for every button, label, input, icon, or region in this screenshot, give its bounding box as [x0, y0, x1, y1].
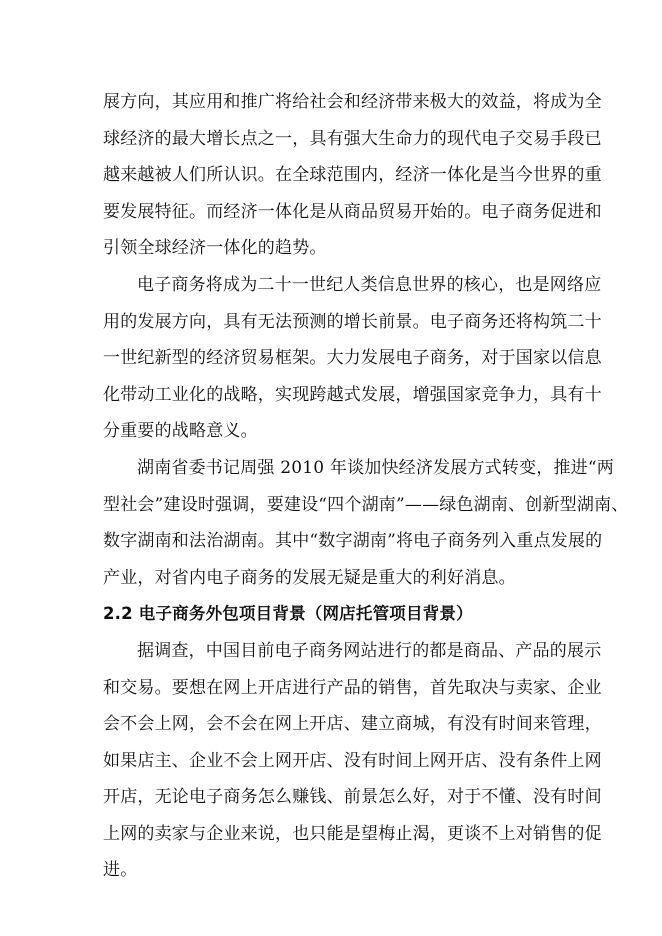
text-line: 展方向，其应用和推广将给社会和经济带来极大的效益，将成为全 [103, 92, 602, 112]
document-body [103, 84, 629, 889]
paragraph-1 [103, 84, 602, 267]
text-line: 越来越被人们所认识。在全球范围内，经济一体化是当今世界的重 [103, 165, 602, 186]
section-heading: 2.2 电子商务外包项目背景（网店托管项目背景） [103, 604, 473, 624]
text-line: 据调查，中国目前电子商务网站进行的都是商品、产品的展示 [137, 640, 602, 661]
text-line: 产业，对省内电子商务的发展无疑是重大的利好消息。 [103, 567, 516, 588]
text-line: 球经济的最大增长点之一，具有强大生命力的现代电子交易手段已 [103, 128, 602, 149]
text-line: 和交易。要想在网上开店进行产品的销售，首先取决与卖家、企业 [103, 677, 602, 698]
text-line: 会不会上网，会不会在网上开店、建立商城，有没有时间来管理， [103, 714, 602, 735]
text-line: 要发展特征。而经济一体化是从商品贸易开始的。电子商务促进和 [103, 201, 602, 222]
text-line: 一世纪新型的经济贸易框架。大力发展电子商务，对于国家以信息 [103, 348, 602, 369]
text-line: 引领全球经济一体化的趋势。 [103, 238, 327, 259]
paragraph-2 [103, 267, 602, 450]
text-line: 如果店主、企业不会上网开店、没有时间上网开店、没有条件上网 [103, 750, 602, 771]
paragraph-3 [103, 450, 629, 596]
text-line: 数字湖南和法治湖南。其中“数字湖南”将电子商务列入重点发展的 [103, 531, 603, 552]
text-line: 湖南省委书记周强 2010 年谈加快经济发展方式转变，推进“两 [137, 457, 614, 478]
text-line: 开店，无论电子商务怎么赚钱、前景怎么好，对于不懂、没有时间 [103, 787, 602, 808]
text-line: 用的发展方向，具有无法预测的增长前景。电子商务还将构筑二十 [103, 311, 602, 332]
text-line: 电子商务将成为二十一世纪人类信息世界的核心，也是网络应 [137, 274, 602, 295]
text-line: 上网的卖家与企业来说，也只能是望梅止渴，更谈不上对销售的促 [103, 823, 602, 844]
text-line: 化带动工业化的战略，实现跨越式发展，增强国家竞争力，具有十 [103, 384, 602, 405]
section-paragraph [103, 633, 602, 889]
text-line: 进。 [103, 860, 138, 881]
text-line: 分重要的战略意义。 [103, 421, 258, 442]
text-line: 型社会”建设时强调，要建设“四个湖南”——绿色湖南、创新型湖南、 [103, 494, 629, 515]
